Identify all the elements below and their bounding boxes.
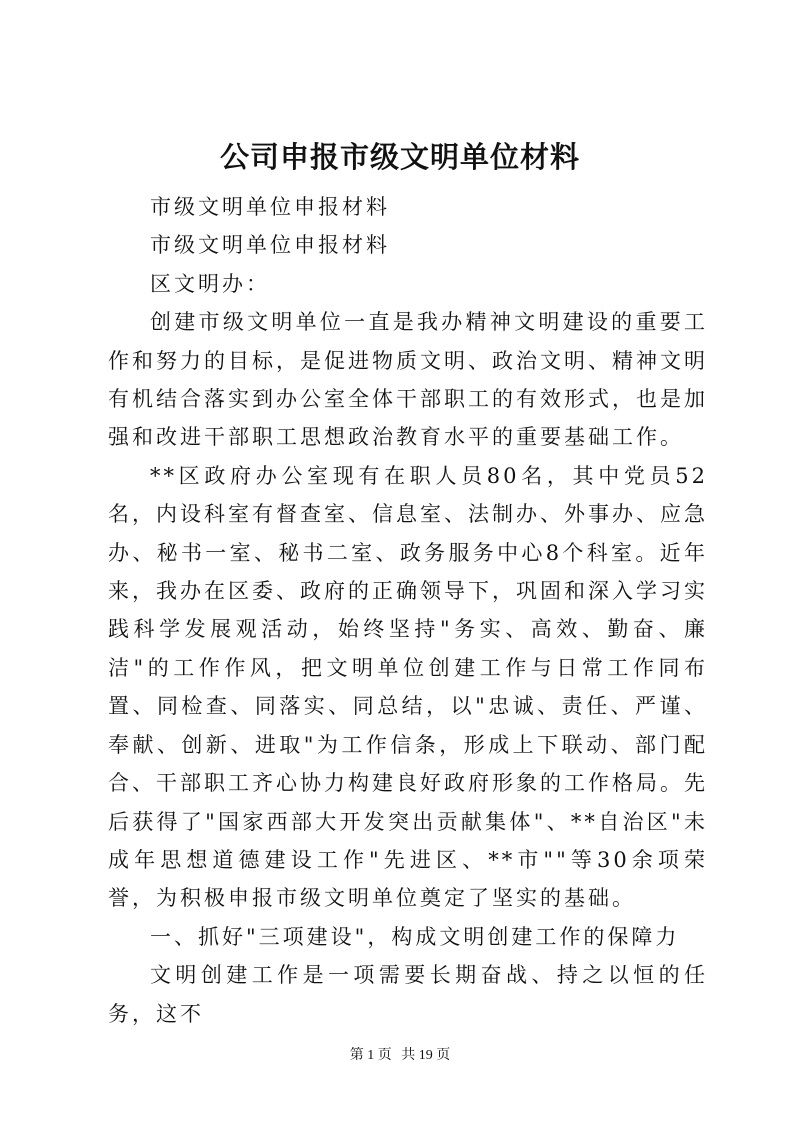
- body-paragraph: **区政府办公室现有在职人员80名，其中党员52名，内设科室有督查室、信息室、法制办、外事办、应急办、秘书一室、秘书二室、政务服务中心8个科室。近年来，我办在区委、政府的正确领导下，巩固和深入学习实践科学发展观活动，始终坚持"务实、高效、勤奋、廉洁"的工作作风，把文明单位创建工作与日常工作同布置、同检查、同落实、同总结，以"忠诚、责任、严谨、奉献、创新、进取"为工作信条，形成上下联动、部门配合、干部职工齐心协力构建良好政府形象的工作格局。先后获得了"国家西部大开发突出贡献集体"、**自治区"未成年思想道德建设工作"先进区、**市""等30余项荣誉，为积极申报市级文明单位奠定了坚实的基础。: [108, 463, 708, 911]
- section-heading: 一、抓好"三项建设"，构成文明创建工作的保障力: [150, 924, 680, 949]
- document-title: 公司申报市级文明单位材料: [219, 140, 580, 174]
- page-number: 第 1 页: [349, 1048, 392, 1063]
- subtitle-line: 市级文明单位申报材料: [150, 233, 390, 258]
- body-paragraph: 创建市级文明单位一直是我办精神文明建设的重要工作和努力的目标，是促进物质文明、政治文明、精神文明有机结合落实到办公室全体干部职工的有效形式，也是加强和改进干部职工思想政治教育水平的重要基础工作。: [108, 310, 708, 450]
- document-body: [108, 188, 708, 1033]
- page-footer: [0, 1046, 800, 1066]
- body-paragraph: 文明创建工作是一项需要长期奋战、持之以恒的任务，这不: [108, 963, 708, 1026]
- salutation: 区文明办：: [150, 271, 270, 296]
- subtitle-line: 市级文明单位申报材料: [150, 195, 390, 219]
- page-total: 共 19 页: [401, 1048, 451, 1063]
